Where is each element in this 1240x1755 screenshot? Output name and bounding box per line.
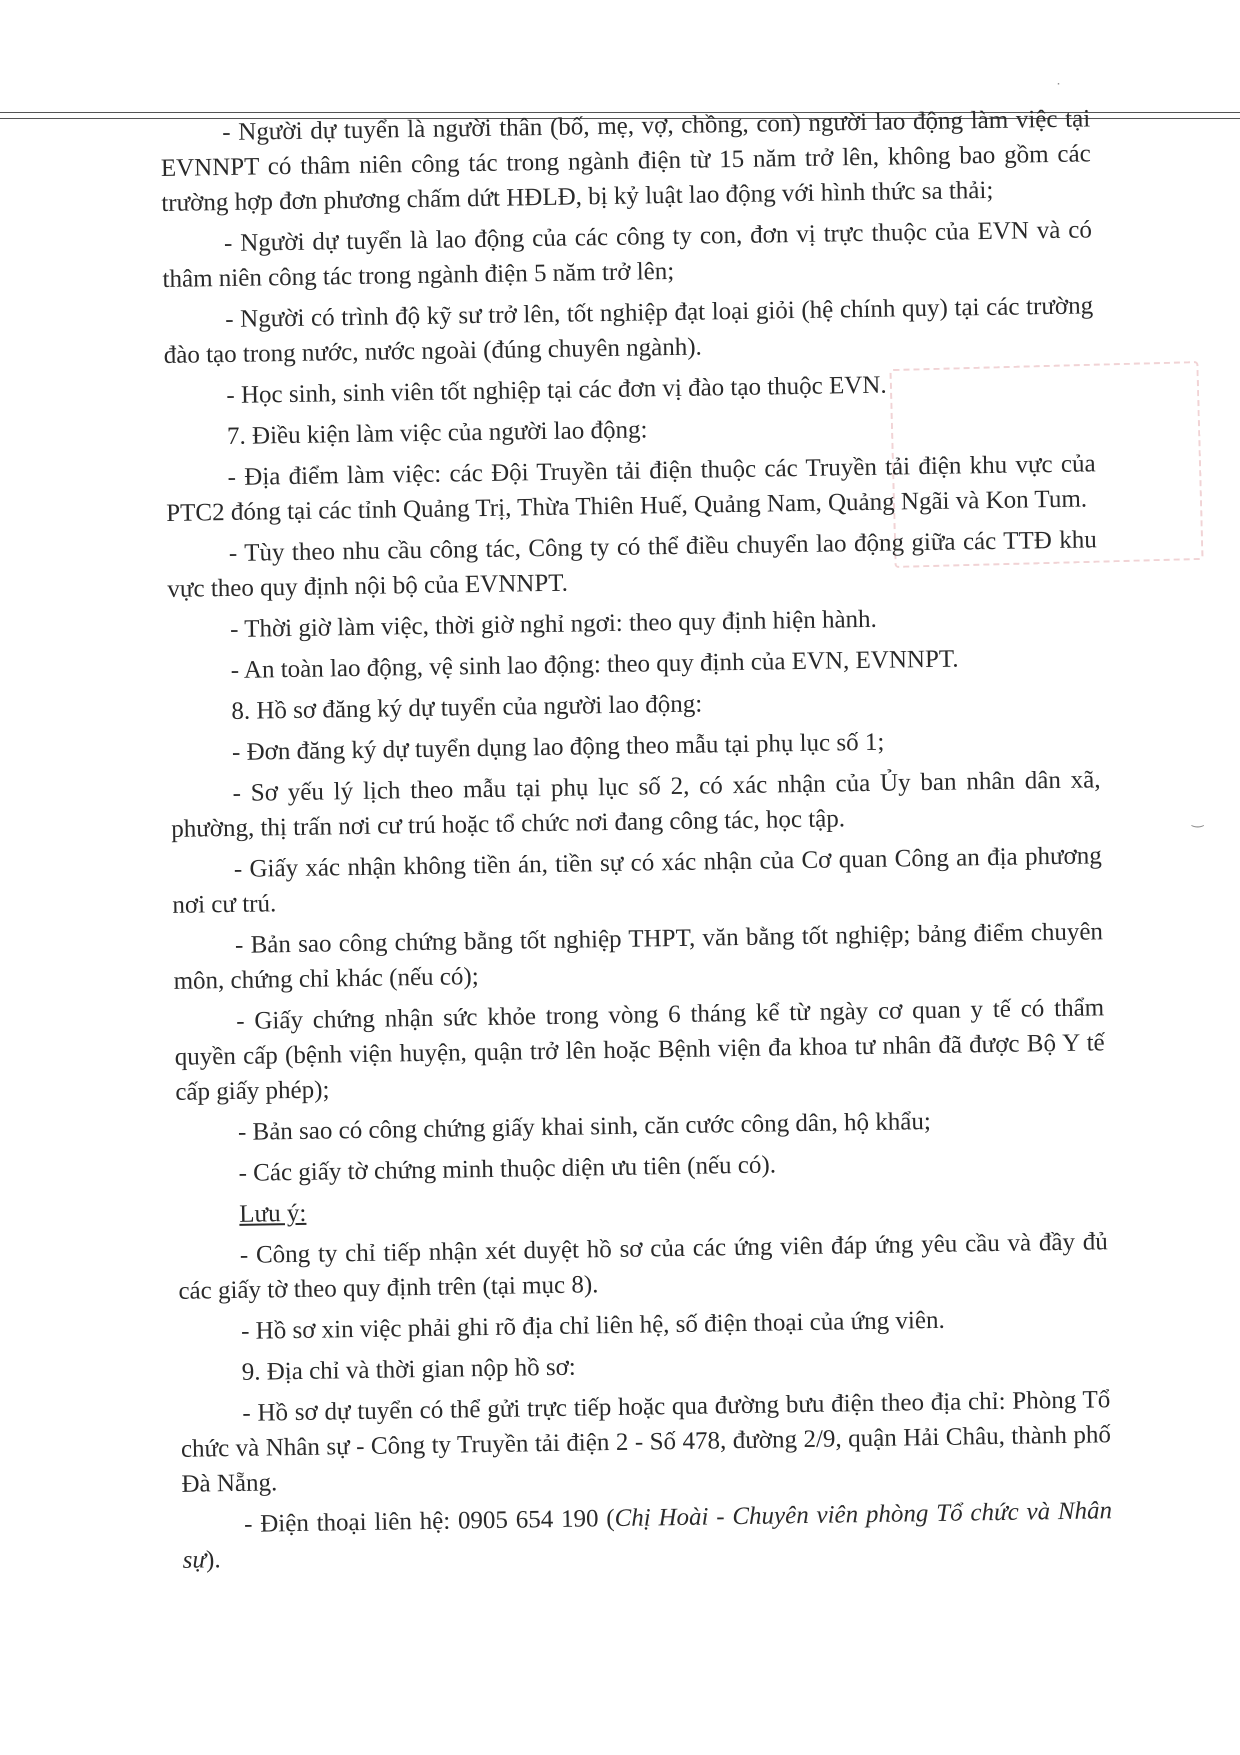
paragraph-transfer: - Tùy theo nhu cầu công tác, Công ty có thể điều chuyển lao động giữa các TTĐ khu vực theo quy định nội bộ của EVNNPT. [167, 526, 1097, 603]
section-8-heading: 8. Hồ sơ đăng ký dự tuyển của người lao động: [231, 690, 703, 725]
paragraph-application-form: - Đơn đăng ký dự tuyển dụng lao động theo mẫu tại phụ lục số 1; [231, 728, 885, 766]
paragraph-relative-of-employee: - Người dự tuyển là người thân (bố, mẹ, vợ, chồng, con) người lao động làm việc tại EVNNPT có thâm niên công tác trong ngành điện từ 15 năm trở lên, không bao gồm các trường hợp đơn phương chấm dứt HĐLĐ, bị kỷ luật lao động với hình thức sa thải; [160, 105, 1091, 217]
contact-prefix: - Điện thoại liên hệ: 0905 654 190 ( [243, 1505, 615, 1538]
paragraph-health-certificate: - Giấy chứng nhận sức khỏe trong vòng 6 tháng kể từ ngày cơ quan y tế có thẩm quyền cấp (bệnh viện huyện, quận trở lên hoặc Bệnh viện đa khoa tư nhân đã được Bộ Y tế cấp giấy phép); [174, 994, 1105, 1106]
document-page [160, 101, 1113, 1583]
paragraph-submission-address: - Hồ sơ dự tuyển có thể gửi trực tiếp hoặc qua đường bưu điện theo địa chỉ: Phòng Tổ chức và Nhân sự - Công ty Truyền tải điện 2 - Số 478, đường 2/9, quận Hải Châu, thành phố Đà Nẵng. [180, 1386, 1112, 1498]
paragraph-safety: - An toàn lao động, vệ sinh lao động: theo quy định của EVN, EVNNPT. [230, 645, 959, 684]
contact-suffix: ). [205, 1546, 221, 1574]
paragraph-working-hours: - Thời giờ làm việc, thời giờ nghỉ ngơi: theo quy định hiện hành. [229, 605, 878, 643]
paragraph-criminal-record: - Giấy xác nhận không tiền án, tiền sự có xác nhận của Cơ quan Công an địa phương nơi cư trú. [172, 842, 1102, 919]
paragraph-id-documents: - Bản sao có công chứng giấy khai sinh, căn cước công dân, hộ khẩu; [237, 1108, 932, 1146]
paragraph-note-contact: - Hồ sơ xin việc phải ghi rõ địa chỉ liên hệ, số điện thoại của ứng viên. [240, 1306, 945, 1345]
note-heading: Lưu ý: [239, 1199, 307, 1228]
section-7-heading: 7. Điều kiện làm việc của người lao động: [226, 416, 648, 450]
paragraph-evn-graduate: - Học sinh, sinh viên tốt nghiệp tại các đơn vị đào tạo thuộc EVN. [226, 371, 887, 409]
paragraph-work-location: - Địa điểm làm việc: các Đội Truyền tải điện thuộc các Truyền tải điện khu vực của PTC2 đóng tại các tỉnh Quảng Trị, Thừa Thiên Huế, Quảng Nam, Quảng Ngãi và Kon Tum. [166, 450, 1096, 527]
paragraph-diplomas: - Bản sao công chứng bằng tốt nghiệp THPT, văn bằng tốt nghiệp; bảng điểm chuyên môn, chứng chỉ khác (nếu có); [173, 918, 1104, 995]
paragraph-excellent-engineer: - Người có trình độ kỹ sư trở lên, tốt nghiệp đạt loại giỏi (hệ chính quy) tại các trường đào tạo trong nước, nước ngoài (đúng chuyên ngành). [163, 292, 1094, 369]
paragraph-evn-subsidiary-employee: - Người dự tuyển là lao động của các công ty con, đơn vị trực thuộc của EVN và có thâm niên công tác trong ngành điện 5 năm trở lên; [162, 216, 1093, 293]
paragraph-resume: - Sơ yếu lý lịch theo mẫu tại phụ lục số 2, có xác nhận của Ủy ban nhân dân xã, phường, thị trấn nơi cư trú hoặc tổ chức nơi đang công tác, học tập. [170, 766, 1101, 843]
paragraph-note-review: - Công ty chỉ tiếp nhận xét duyệt hồ sơ của các ứng viên đáp ứng yêu cầu và đầy đủ các giấy tờ theo quy định trên (tại mục 8). [178, 1228, 1109, 1305]
section-9-heading: 9. Địa chỉ và thời gian nộp hồ sơ: [241, 1353, 576, 1386]
paragraph-priority-documents: - Các giấy tờ chứng minh thuộc diện ưu tiên (nếu có). [238, 1151, 777, 1187]
contact-person: Chị Hoài - Chuyên viên phòng Tổ chức và Nhân sự [182, 1497, 1113, 1574]
scan-speck: ‿ [1192, 812, 1204, 828]
paragraph-contact-phone [182, 1493, 1113, 1578]
scan-speck: ˙ [1055, 82, 1062, 98]
